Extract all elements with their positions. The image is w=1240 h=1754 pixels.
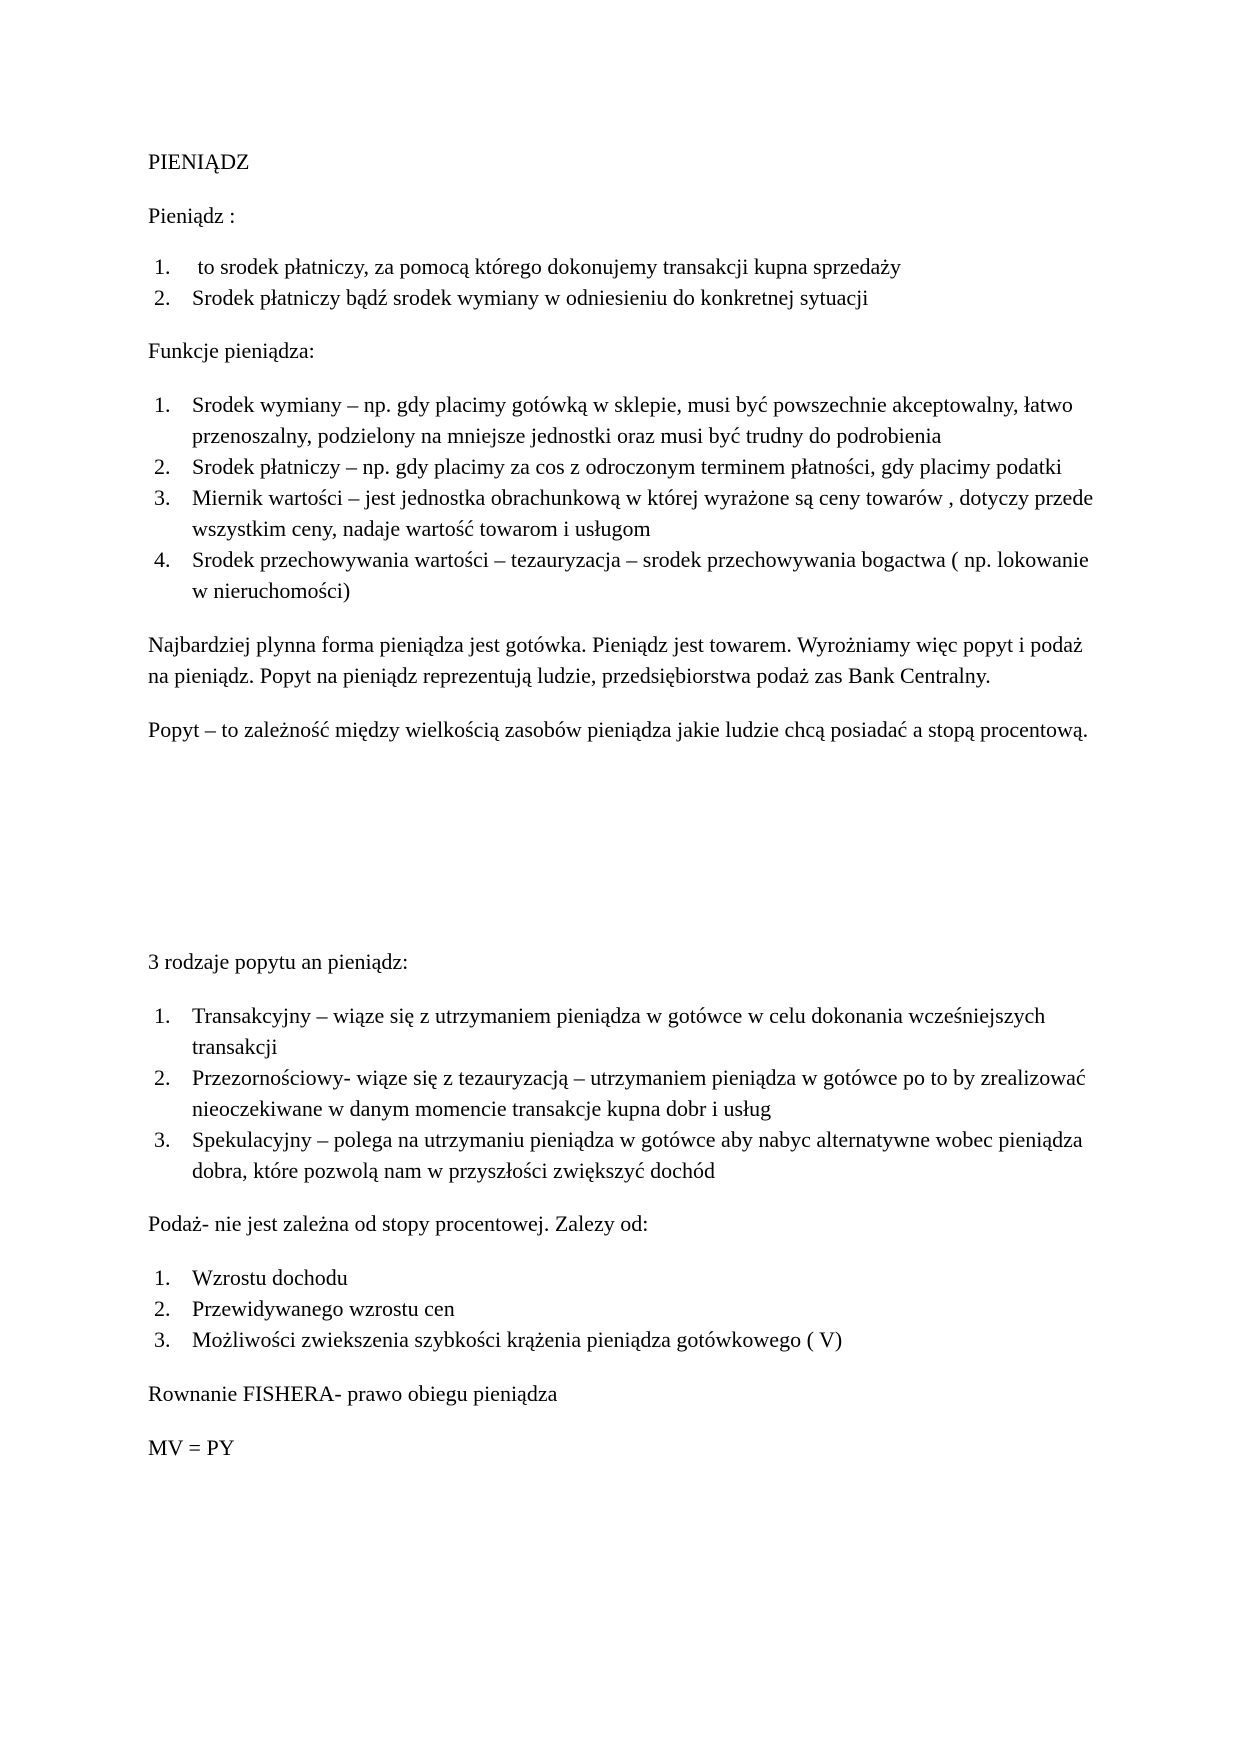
list-item xyxy=(148,1062,1098,1124)
list-item-text: Srodek wymiany – np. gdy placimy gotówką w sklepie, musi być powszechnie akceptowalny, łatwo przenoszalny, podzielony na mniejsze jednostki oraz musi być trudny do podrobienia xyxy=(192,392,1073,448)
list-item xyxy=(148,451,1098,482)
fisher-equation: MV = PY xyxy=(148,1435,235,1460)
functions-list xyxy=(148,389,1098,606)
list-item-text: Miernik wartości – jest jednostka obrachunkową w której wyrażone są ceny towarów , dotyczy przede wszystkim ceny, nadaje wartość towarom i usługom xyxy=(192,485,1094,541)
list-item-text: Srodek płatniczy bądź srodek wymiany w odniesieniu do konkretnej sytuacji xyxy=(192,285,869,310)
list-number: 2. xyxy=(154,285,171,310)
functions-heading: Funkcje pieniądza: xyxy=(148,338,315,363)
list-number: 1. xyxy=(154,1003,171,1028)
list-item xyxy=(148,251,1098,282)
list-item xyxy=(148,1000,1098,1062)
list-item-text: to srodek płatniczy, za pomocą którego dokonujemy transakcji kupna sprzedaży xyxy=(192,254,902,279)
list-item-text: Wzrostu dochodu xyxy=(192,1265,348,1290)
list-item-text: Przezornościowy- wiąze się z tezauryzacją – utrzymaniem pieniądza w gotówce po to by zrealizować nieoczekiwane w danym momencie transakcje kupna dobr i usług xyxy=(192,1065,1086,1121)
paragraph-liquidity: Najbardziej plynna forma pieniądza jest gotówka. Pieniądz jest towarem. Wyrożniamy więc popyt i podaż na pieniądz. Popyt na pieniądz reprezentują ludzie, przedsiębiorstwa podaż zas Bank Centralny. xyxy=(148,632,1083,688)
list-number: 1. xyxy=(154,1265,171,1290)
list-item-text: Srodek przechowywania wartości – tezauryzacja – srodek przechowywania bogactwa ( np. lokowanie w nieruchomości) xyxy=(192,547,1089,603)
definition-heading: Pieniądz : xyxy=(148,203,236,228)
paragraph-demand-definition: Popyt – to zależność między wielkością zasobów pieniądza jakie ludzie chcą posiadać a stopą procentową. xyxy=(148,717,1089,742)
document-title: PIENIĄDZ xyxy=(148,149,250,174)
definition-list xyxy=(148,251,1098,313)
list-item-text: Spekulacyjny – polega na utrzymaniu pieniądza w gotówce aby nabyc alternatywne wobec pieniądza dobra, które pozwolą nam w przyszłości zwiększyć dochód xyxy=(192,1127,1083,1183)
list-number: 4. xyxy=(154,547,171,572)
list-number: 1. xyxy=(154,254,171,279)
fisher-heading: Rownanie FISHERA- prawo obiegu pieniądza xyxy=(148,1381,558,1406)
blank-space xyxy=(148,768,1098,946)
list-item-text: Transakcyjny – wiąze się z utrzymaniem pieniądza w gotówce w celu dokonania wcześniejszych transakcji xyxy=(192,1003,1046,1059)
list-number: 3. xyxy=(154,1327,171,1352)
list-number: 2. xyxy=(154,1065,171,1090)
list-item xyxy=(148,1262,1098,1293)
list-item-text: Możliwości zwiekszenia szybkości krążenia pieniądza gotówkowego ( V) xyxy=(192,1327,843,1352)
list-item xyxy=(148,1293,1098,1324)
list-item xyxy=(148,282,1098,313)
demand-types-list xyxy=(148,1000,1098,1186)
document-page xyxy=(148,146,1098,1463)
supply-factors-list xyxy=(148,1262,1098,1355)
demand-types-heading: 3 rodzaje popytu an pieniądz: xyxy=(148,949,409,974)
list-item xyxy=(148,544,1098,606)
list-number: 2. xyxy=(154,454,171,479)
list-item-text: Srodek płatniczy – np. gdy placimy za cos z odroczonym terminem płatności, gdy placimy podatki xyxy=(192,454,1062,479)
list-item xyxy=(148,1124,1098,1186)
list-item xyxy=(148,1324,1098,1355)
list-number: 1. xyxy=(154,392,171,417)
list-number: 3. xyxy=(154,1127,171,1152)
supply-heading: Podaż- nie jest zależna od stopy procentowej. Zalezy od: xyxy=(148,1211,649,1236)
list-item xyxy=(148,482,1098,544)
list-number: 2. xyxy=(154,1296,171,1321)
list-item-text: Przewidywanego wzrostu cen xyxy=(192,1296,455,1321)
list-item xyxy=(148,389,1098,451)
list-number: 3. xyxy=(154,485,171,510)
